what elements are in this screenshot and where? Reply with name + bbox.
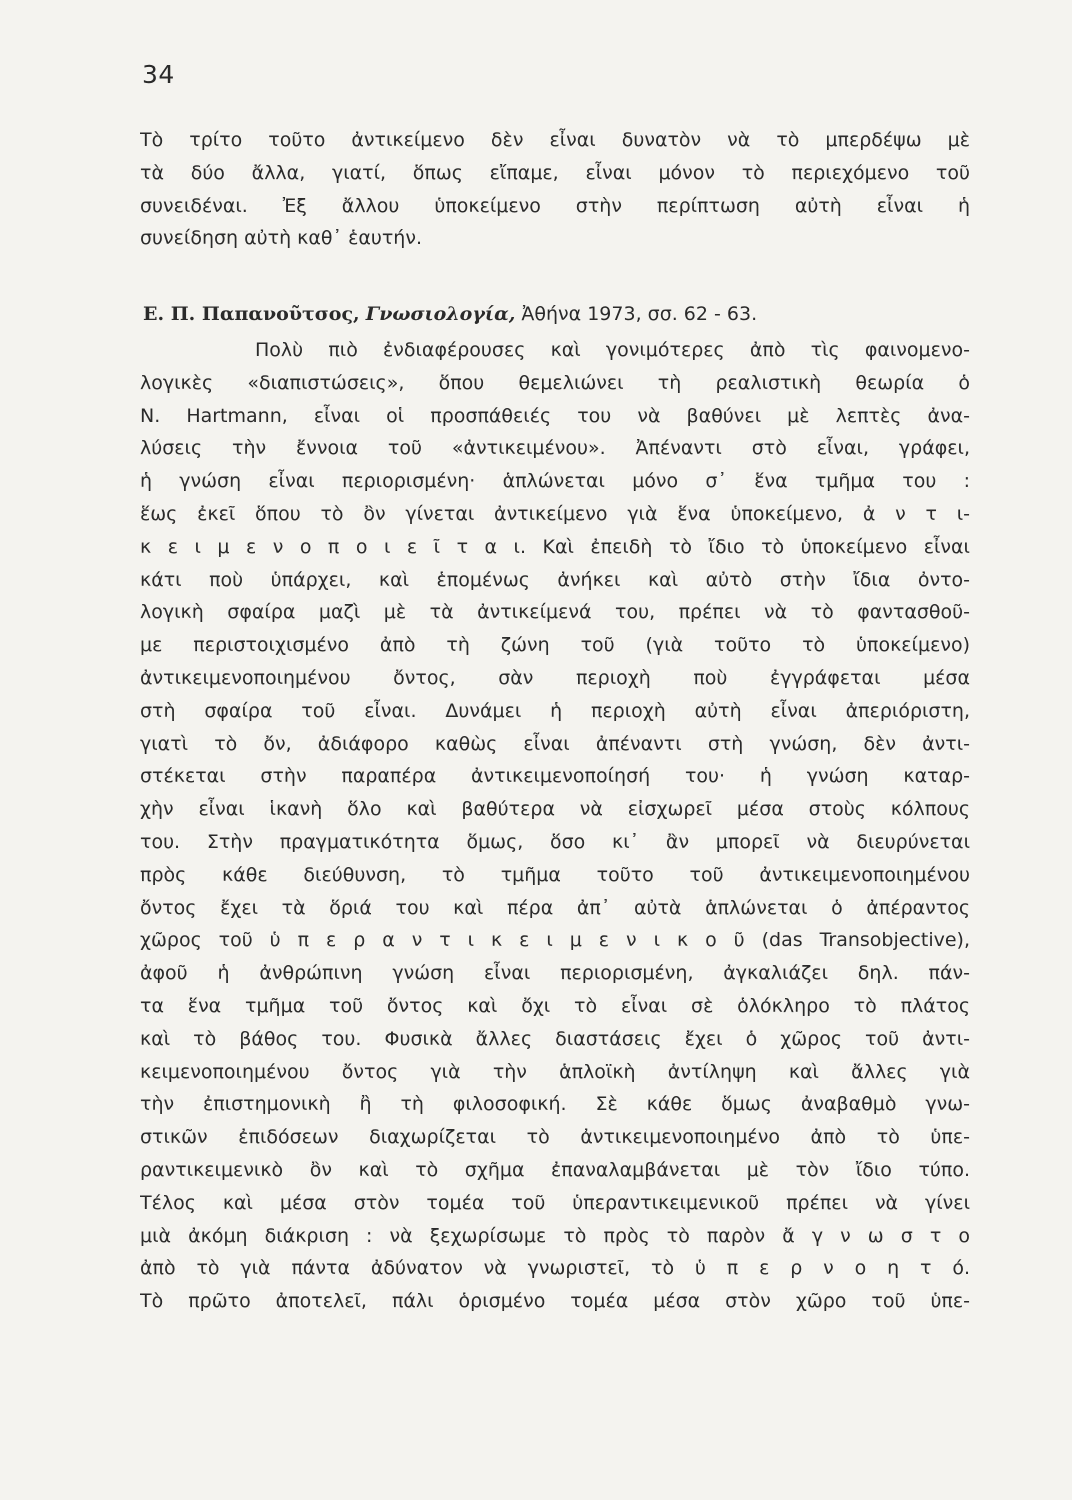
paragraph-1 [140, 124, 970, 255]
text-line: στικῶν ἐπιδόσεων διαχωρίζεται τὸ ἀντικειμενοποιημένο ἀπὸ τὸ ὑπε- [140, 1126, 970, 1149]
text-line: μιὰ ἀκόμη διάκριση : νὰ ξεχωρίσωμε τὸ πρὸς τὸ παρὸν ἄ γ ν ω σ τ ο [140, 1224, 970, 1247]
paragraph-2 [140, 334, 970, 1351]
text-line: λογικὲς «διαπιστώσεις», ὅπου θεμελιώνει τὴ ρεαλιστικὴ θεωρία ὁ [140, 371, 970, 394]
text-line: ἡ γνώση εἶναι περιορισμένη· ἁπλώνεται μόνο σ᾿ ἕνα τμῆμα του : [140, 470, 970, 493]
text-line: συνείδηση αὐτὴ καθ᾿ ἑαυτήν. [140, 227, 422, 250]
text-line: λύσεις τὴν ἔννοια τοῦ «ἀντικειμένου». Ἀπέναντι στὸ εἶναι, γράφει, [140, 437, 970, 460]
page-number: 34 [142, 60, 175, 89]
text-line: N. Hartmann, εἶναι οἱ προσπάθειές του νὰ βαθύνει μὲ λεπτὲς ἀνα- [140, 404, 970, 427]
text-line: χῶρος τοῦ ὑ π ε ρ α ν τ ι κ ε ι μ ε ν ι κ ο ῦ (das Transobjective), [140, 929, 970, 952]
citation [143, 297, 973, 331]
text-line: κάτι ποὺ ὑπάρχει, καὶ ἑπομένως ἀνήκει καὶ αὐτὸ στὴν ἴδια ὀντο- [140, 568, 970, 591]
text-line: Τὸ πρῶτο ἀποτελεῖ, πάλι ὁρισμένο τομέα μέσα στὸν χῶρο τοῦ ὑπε- [140, 1290, 970, 1313]
text-line: του. Στὴν πραγματικότητα ὅμως, ὅσο κι᾿ ἂν μπορεῖ νὰ διευρύνεται [140, 830, 970, 853]
text-line: καὶ τὸ βάθος του. Φυσικὰ ἄλλες διαστάσεις ἔχει ὁ χῶρος τοῦ ἀντι- [140, 1027, 970, 1050]
text-line: λογικὴ σφαίρα μαζὶ μὲ τὰ ἀντικείμενά του, πρέπει νὰ τὸ φαντασθοῦ- [140, 601, 970, 624]
text-line: ραντικειμενικὸ ὂν καὶ τὸ σχῆμα ἐπαναλαμβάνεται μὲ τὸν ἴδιο τύπο. [140, 1158, 970, 1181]
text-line: στὴ σφαίρα τοῦ εἶναι. Δυνάμει ἡ περιοχὴ αὐτὴ εἶναι ἀπεριόριστη, [140, 699, 970, 722]
text-line: κειμενοποιημένου ὄντος γιὰ τὴν ἁπλοϊκὴ ἀντίληψη καὶ ἄλλες γιὰ [140, 1060, 970, 1083]
text-line: ἕως ἐκεῖ ὅπου τὸ ὂν γίνεται ἀντικείμενο γιὰ ἕνα ὑποκείμενο, ἀ ν τ ι- [140, 502, 970, 525]
text-line: συνειδέναι. Ἐξ ἄλλου ὑποκείμενο στὴν περίπτωση αὐτὴ εἶναι ἡ [140, 194, 970, 217]
text-line: κ ε ι μ ε ν ο π ο ι ε ῖ τ α ι. Καὶ ἐπειδὴ τὸ ἴδιο τὸ ὑποκείμενο εἶναι [140, 535, 970, 558]
text-line: Πολὺ πιὸ ἐνδιαφέρουσες καὶ γονιμότερες ἀπὸ τὶς φαινομενο- [255, 339, 970, 361]
text-line: ὄντος ἔχει τὰ ὅριά του καὶ πέρα ἀπ᾿ αὐτὰ ἁπλώνεται ὁ ἀπέραντος [140, 896, 970, 919]
citation-details: Ἀθήνα 1973, σσ. 62 - 63. [521, 303, 758, 325]
text-line: με περιστοιχισμένο ἀπὸ τὴ ζώνη τοῦ (γιὰ τοῦτο τὸ ὑποκείμενο) [140, 634, 970, 657]
text-line: τα ἕνα τμῆμα τοῦ ὄντος καὶ ὄχι τὸ εἶναι σὲ ὁλόκληρο τὸ πλάτος [140, 994, 970, 1017]
text-line: τὰ δύο ἄλλα, γιατί, ὅπως εἴπαμε, εἶναι μόνον τὸ περιεχόμενο τοῦ [140, 161, 970, 184]
text-line: γιατὶ τὸ ὄν, ἀδιάφορο καθὼς εἶναι ἀπέναντι στὴ γνώση, δὲν ἀντι- [140, 732, 970, 755]
citation-author: Ε. Π. Παπανοῦτσος, [143, 303, 360, 325]
text-line: στέκεται στὴν παραπέρα ἀντικειμενοποίησή του· ἡ γνώση καταρ- [140, 765, 970, 788]
text-line: πρὸς κάθε διεύθυνση, τὸ τμῆμα τοῦτο τοῦ ἀντικειμενοποιημένου [140, 863, 970, 886]
citation-title: Γνωσιολογία, [365, 303, 516, 325]
text-line [140, 1318, 970, 1351]
text-line: Τέλος καὶ μέσα στὸν τομέα τοῦ ὑπεραντικειμενικοῦ πρέπει νὰ γίνει [140, 1191, 970, 1214]
text-line: τὴν ἐπιστημονικὴ ἢ τὴ φιλοσοφική. Σὲ κάθε ὅμως ἀναβαθμὸ γνω- [140, 1093, 970, 1116]
text-line: Τὸ τρίτο τοῦτο ἀντικείμενο δὲν εἶναι δυνατὸν νὰ τὸ μπερδέψω μὲ [140, 129, 970, 151]
text-line: χὴν εἶναι ἱκανὴ ὅλο καὶ βαθύτερα νὰ εἰσχωρεῖ μέσα στοὺς κόλπους [140, 798, 970, 821]
text-line: ἀντικειμενοποιημένου ὄντος, σὰν περιοχὴ ποὺ ἐγγράφεται μέσα [140, 666, 970, 689]
text-line: ἀπὸ τὸ γιὰ πάντα ἀδύνατον νὰ γνωριστεῖ, τὸ ὑ π ε ρ ν ο η τ ό. [140, 1257, 970, 1280]
text-line: ἀφοῦ ἡ ἀνθρώπινη γνώση εἶναι περιορισμένη, ἀγκαλιάζει δηλ. πάν- [140, 962, 970, 985]
